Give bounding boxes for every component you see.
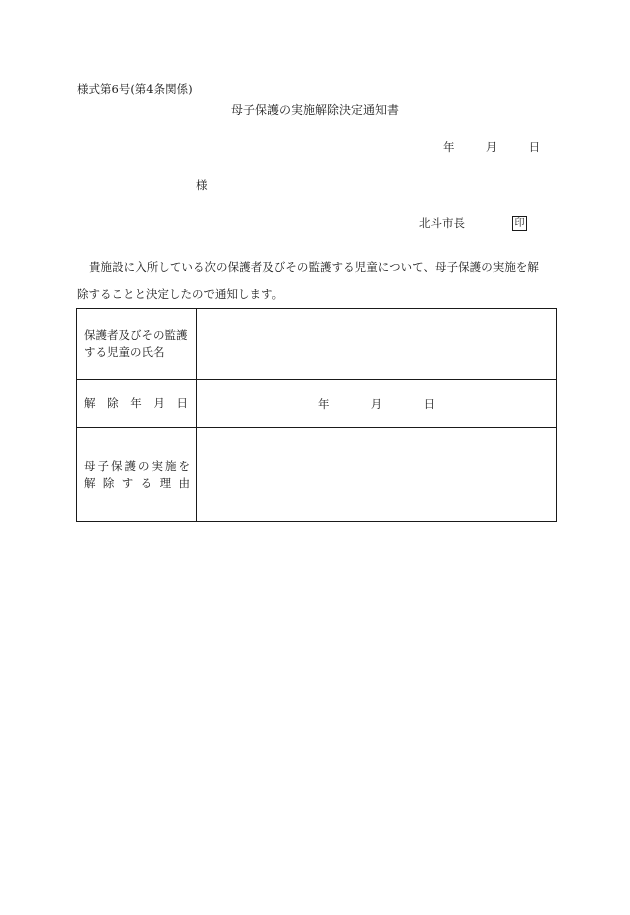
label-char: 除 [102,475,115,490]
label-char: 除 [107,396,119,410]
release-date-year: 年 [317,396,330,411]
issue-date [443,142,540,154]
label-char: 解 [84,475,96,490]
label-char: 護 [124,458,136,473]
label-char: 日 [176,396,188,410]
label-char: の [138,458,150,473]
issue-date-day: 日 [528,140,541,154]
release-reason-label [77,428,197,522]
notice-table [76,308,557,522]
release-date-label [77,380,197,428]
label-char: す [121,475,134,490]
table-row-guardian-names [77,309,557,380]
guardian-names-label [77,309,197,380]
issue-date-month: 月 [485,140,498,154]
label-char: 実 [151,458,163,473]
label-char: を [178,458,190,473]
release-date-value[interactable] [197,380,557,428]
label-char: る [140,475,153,490]
guardian-names-label-line-1: 保護者及びその監護 [84,328,188,342]
label-char: 月 [153,396,165,410]
label-char: 母 [84,458,96,473]
table-row-release-reason [77,428,557,522]
body-text-line-1: 貴施設に入所している次の保護者及びその監護する児童について、母子保護の実施を解 [89,260,539,274]
body-text-line-2: 除することと決定したので通知します。 [77,287,284,301]
label-char: 子 [97,458,109,473]
document-title: 母子保護の実施解除決定通知書 [230,103,399,117]
label-char: 解 [84,396,96,410]
guardian-names-label-line-2: する児童の氏名 [84,345,165,359]
release-reason-value[interactable] [197,428,557,522]
guardian-names-value[interactable] [197,309,557,380]
table-row-release-date [77,380,557,428]
form-number: 様式第6号(第4条関係) [77,82,193,96]
sender-name: 北斗市長 [419,216,465,230]
issue-date-year: 年 [443,140,455,154]
release-date-day: 日 [423,396,436,411]
label-char: 由 [178,475,190,490]
addressee-honorific: 様 [196,178,208,192]
label-char: 施 [165,458,177,473]
label-char: 保 [111,458,123,473]
label-char: 理 [159,475,172,490]
label-char: 年 [130,396,142,410]
seal-mark: 印 [512,216,527,231]
release-date-month: 月 [370,396,383,411]
